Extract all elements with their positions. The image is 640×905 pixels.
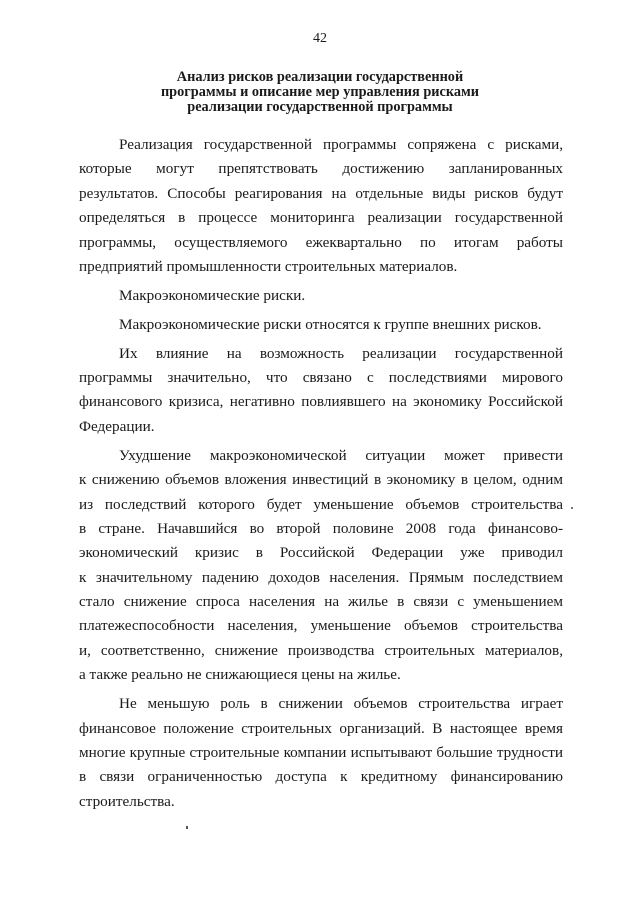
- text-line: и, соответственно, снижение производства строительных материалов,: [79, 641, 563, 659]
- text-line: программы значительно, что связано с последствиями мирового: [79, 369, 563, 387]
- text-line: Их влияние на возможность реализации государственной: [119, 344, 563, 362]
- text-line: к снижению объемов вложения инвестиций в экономику в целом, одним: [79, 471, 563, 489]
- text-line: строительства.: [79, 792, 175, 810]
- text-line: к значительному падению доходов населения. Прямым последствием: [79, 568, 563, 586]
- paragraph: [79, 444, 563, 688]
- title-line: Анализ рисков реализации государственной: [176, 69, 464, 85]
- text-line: в стране. Начавшийся во второй половине 2008 года финансово-: [79, 519, 563, 537]
- scan-speck: [571, 507, 573, 509]
- text-line: Макроэкономические риски.: [119, 286, 306, 304]
- text-line: финансовое положение строительных организаций. В настоящее время: [79, 719, 563, 737]
- title-line: реализации государственной программы: [187, 99, 453, 115]
- page-number: 42: [313, 31, 327, 46]
- text-line: Федерации.: [79, 417, 155, 435]
- scan-speck: [186, 826, 188, 829]
- text-line: в связи ограниченностью доступа к кредитному финансированию: [79, 768, 563, 786]
- section-title: [120, 70, 520, 115]
- text-line: платежеспособности населения, уменьшение объемов строительства: [79, 617, 563, 635]
- text-line: стало снижение спроса населения на жилье в связи с уменьшением: [79, 593, 563, 611]
- text-line: Макроэкономические риски относятся к группе внешних рисков.: [119, 315, 542, 333]
- paragraph: [79, 342, 563, 440]
- text-line: определяться в процессе мониторинга реализации государственной: [79, 209, 563, 227]
- paragraph: [79, 692, 563, 814]
- paragraph: [79, 284, 563, 308]
- text-line: многие крупные строительные компании испытывают большие трудности: [79, 743, 563, 761]
- text-line: Ухудшение макроэкономической ситуации может привести: [119, 446, 563, 464]
- document-body: [79, 133, 563, 814]
- text-line: а также реально не снижающиеся цены на жилье.: [79, 666, 401, 684]
- text-line: которые могут препятствовать достижению запланированных: [79, 160, 563, 178]
- text-line: экономический кризис в Российской Федерации уже приводил: [79, 544, 563, 562]
- text-line: финансового кризиса, негативно повлиявшего на экономику Российской: [79, 393, 563, 411]
- text-line: Реализация государственной программы сопряжена с рисками,: [119, 136, 563, 153]
- paragraph: [79, 313, 563, 337]
- paragraph: [79, 133, 563, 279]
- text-line: результатов. Способы реагирования на отдельные виды рисков будут: [79, 184, 563, 202]
- text-line: Не меньшую роль в снижении объемов строительства играет: [119, 695, 563, 713]
- title-line: программы и описание мер управления рисками: [160, 84, 480, 100]
- text-line: предприятий промышленности строительных материалов.: [79, 257, 458, 275]
- text-line: из последствий которого будет уменьшение объемов строительства: [79, 495, 563, 513]
- text-line: программы, осуществляемого ежеквартально по итогам работы: [79, 233, 563, 251]
